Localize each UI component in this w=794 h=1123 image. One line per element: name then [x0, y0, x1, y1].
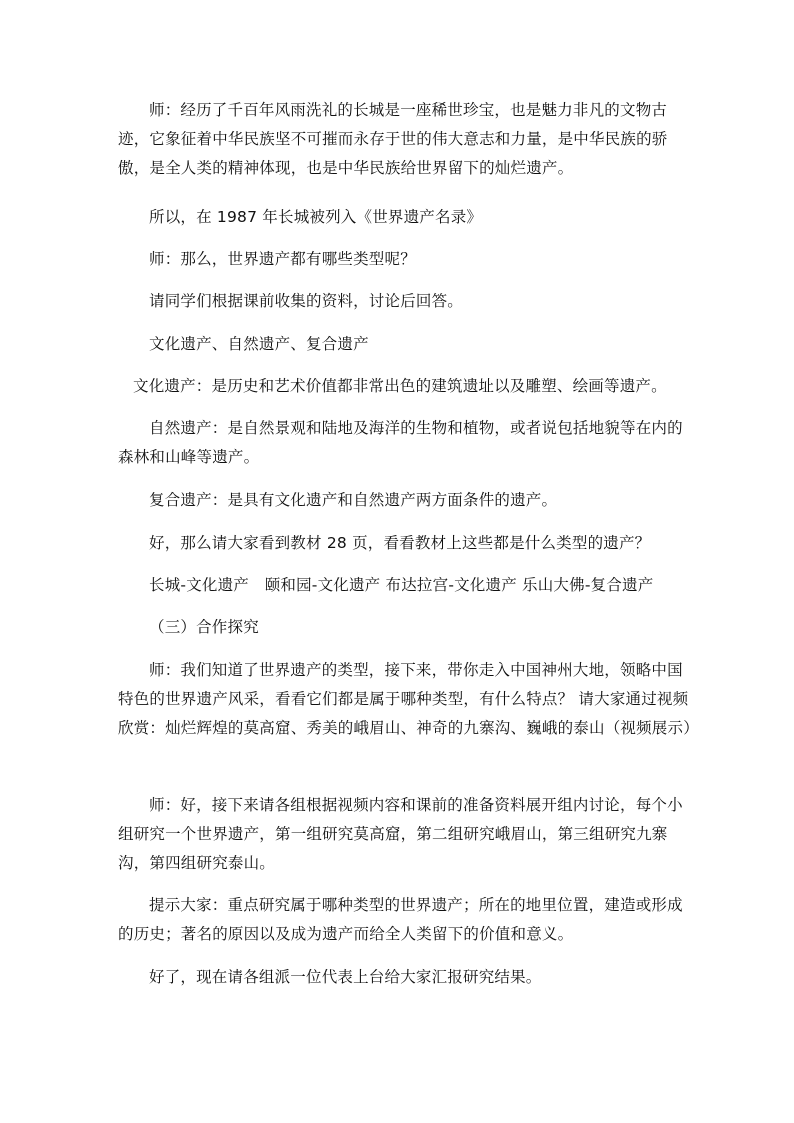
paragraph-natural-heritage-definition: 自然遗产：是自然景观和陆地及海洋的生物和植物，或者说包括地貌等在内的森林和山峰等遗产。 [118, 419, 683, 466]
paragraph-group-assignment: 师：好，接下来请各组根据视频内容和课前的准备资料展开组内讨论，每个小组研究一个世界遗产，第一组研究莫高窟，第二组研究峨眉山，第三组研究九寨沟，第四组研究泰山。 [118, 796, 683, 872]
paragraph-1987-listing: 所以，在 1987 年长城被列入《世界遗产名录》 [149, 208, 483, 226]
paragraph-discussion-prompt: 请同学们根据课前收集的资料，讨论后回答。 [149, 292, 464, 310]
paragraph-heritage-types-question: 师：那么，世界遗产都有哪些类型呢？ [149, 250, 416, 268]
paragraph-video-introduction: 师：我们知道了世界遗产的类型，接下来，带你走入中国神州大地，领略中国特色的世界遗产风采，看看它们都是属于哪种类型，有什么特点？ 请大家通过视频欣赏：灿烂辉煌的莫高窟、秀美的峨眉山、神奇的九寨沟、巍峨的泰山（视频展示） [118, 661, 699, 737]
paragraph-cultural-heritage-definition: 文化遗产：是历史和艺术价值都非常出色的建筑遗址以及雕塑、绘画等遗产。 [133, 377, 667, 395]
paragraph-research-hints: 提示大家：重点研究属于哪种类型的世界遗产；所在的地里位置，建造或形成的历史；著名的原因以及成为遗产而给全人类留下的价值和意义。 [118, 896, 683, 943]
paragraph-mixed-heritage-definition: 复合遗产：是具有文化遗产和自然遗产两方面条件的遗产。 [149, 491, 558, 509]
paragraph-heritage-types-list: 文化遗产、自然遗产、复合遗产 [149, 335, 369, 353]
paragraph-great-wall-heritage: 师：经历了千百年风雨洗礼的长城是一座稀世珍宝，也是魅力非凡的文物古迹，它象征着中华民族坚不可摧而永存于世的伟大意志和力量，是中华民族的骄傲，是全人类的精神体现，也是中华民族给世界留下的灿烂遗产。 [118, 101, 668, 177]
paragraph-report-results: 好了，现在请各组派一位代表上台给大家汇报研究结果。 [149, 968, 542, 986]
paragraph-heritage-examples: 长城-文化遗产 颐和园-文化遗产 布达拉宫-文化遗产 乐山大佛-复合遗产 [149, 576, 654, 594]
section-heading-cooperative-inquiry: （三）合作探究 [149, 618, 259, 636]
paragraph-textbook-page-question: 好，那么请大家看到教材 28 页，看看教材上这些都是什么类型的遗产？ [149, 534, 651, 552]
